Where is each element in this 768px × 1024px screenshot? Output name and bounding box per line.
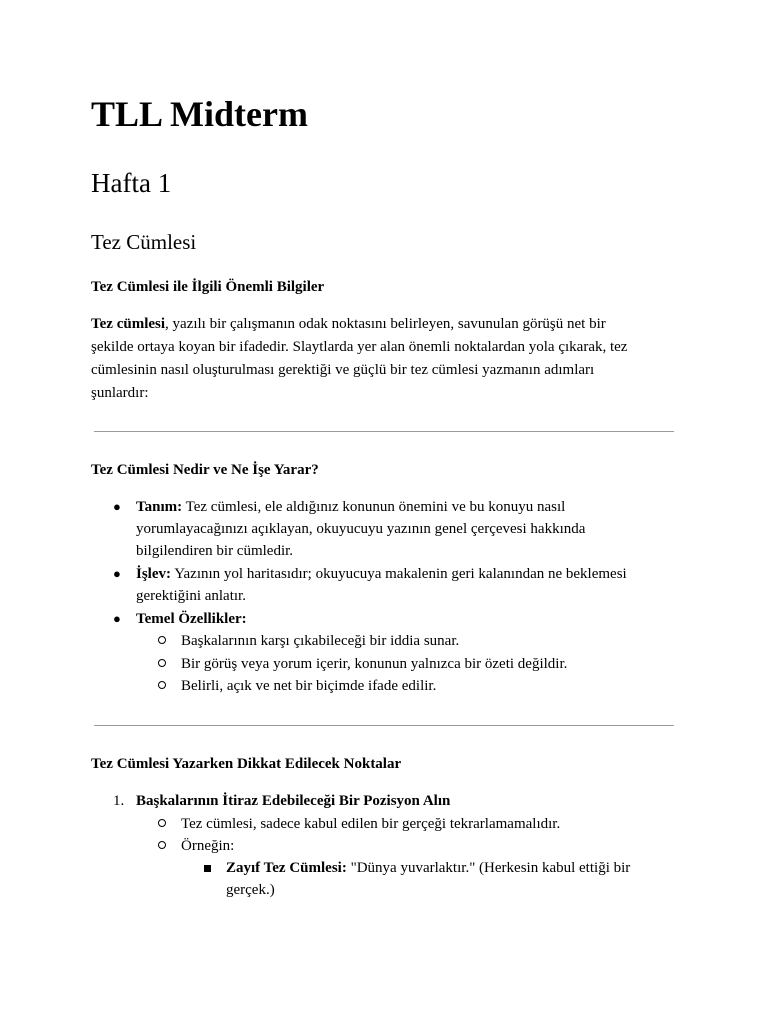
intro-paragraph	[91, 313, 691, 405]
intro-line: , yazılı bir çalışmanın odak noktasını belirleyen, savunulan görüşü net bir	[165, 316, 606, 332]
numbered-item-number: 1.	[113, 793, 125, 809]
sub-list-item: Tez cümlesi, sadece kabul edilen bir gerçeği tekrarlamamalıdır.	[181, 816, 561, 832]
document-title: TLL Midterm	[91, 94, 308, 134]
section3-heading: Tez Cümlesi Yazarken Dikkat Edilecek Noktalar	[91, 756, 402, 772]
intro-line: şunlardır:	[91, 385, 149, 401]
list-item-label: Temel Özellikler:	[136, 611, 247, 627]
bullet-icon: ●	[113, 499, 121, 514]
list-item-islev	[136, 563, 627, 607]
list-item-text: yorumlayacağınızı açıklayan, okuyucuyu yazının genel çerçevesi hakkında	[136, 521, 586, 537]
list-item-text: "Dünya yuvarlaktır." (Herkesin kabul ettiği bir	[346, 860, 631, 876]
list-item-label: İşlev:	[136, 566, 171, 582]
list-item-text: Yazının yol haritasıdır; okuyucuya makalenin geri kalanından ne beklemesi	[171, 566, 627, 582]
horizontal-divider	[94, 725, 674, 726]
intro-line: şekilde ortaya koyan bir ifadedir. Slaytlarda yer alan önemli noktalardan yola çıkarak, tez	[91, 339, 628, 355]
square-bullet-icon	[204, 865, 211, 872]
intro-bold-term: Tez cümlesi	[91, 316, 166, 332]
numbered-item-label: Başkalarının İtiraz Edebileceği Bir Pozisyon Alın	[136, 793, 451, 809]
circle-bullet-icon	[158, 841, 166, 849]
list-item-label: Zayıf Tez Cümlesi:	[226, 860, 347, 876]
intro-line: cümlesinin nasıl oluşturulması gerektiği ve güçlü bir tez cümlesi yazmanın adımları	[91, 362, 595, 378]
circle-bullet-icon	[158, 819, 166, 827]
sub-list-item: Başkalarının karşı çıkabileceği bir iddia sunar.	[181, 633, 460, 649]
bullet-icon: ●	[113, 611, 121, 626]
circle-bullet-icon	[158, 636, 166, 644]
heading-tez-cumlesi: Tez Cümlesi	[91, 230, 197, 254]
list-item-temel	[136, 608, 247, 630]
bullet-icon: ●	[113, 566, 121, 581]
sub-list-item: Belirli, açık ve net bir biçimde ifade edilir.	[181, 678, 437, 694]
list-item-text: bilgilendiren bir cümledir.	[136, 543, 294, 559]
list-item-text: Tez cümlesi, ele aldığınız konunun önemini ve bu konuyu nasıl	[182, 499, 566, 515]
horizontal-divider	[94, 431, 674, 432]
sub-list-item: Örneğin:	[181, 838, 235, 854]
list-item-tanim	[136, 496, 585, 562]
circle-bullet-icon	[158, 681, 166, 689]
section2-heading: Tez Cümlesi Nedir ve Ne İşe Yarar?	[91, 462, 319, 478]
section1-heading: Tez Cümlesi ile İlgili Önemli Bilgiler	[91, 279, 325, 295]
sub-sub-list-item	[226, 857, 630, 901]
list-item-text: gerektiğini anlatır.	[136, 588, 246, 604]
sub-list-item: Bir görüş veya yorum içerir, konunun yalnızca bir özeti değildir.	[181, 656, 568, 672]
list-item-text: gerçek.)	[226, 882, 275, 898]
heading-hafta: Hafta 1	[91, 168, 172, 198]
list-item-label: Tanım:	[136, 499, 183, 515]
circle-bullet-icon	[158, 659, 166, 667]
